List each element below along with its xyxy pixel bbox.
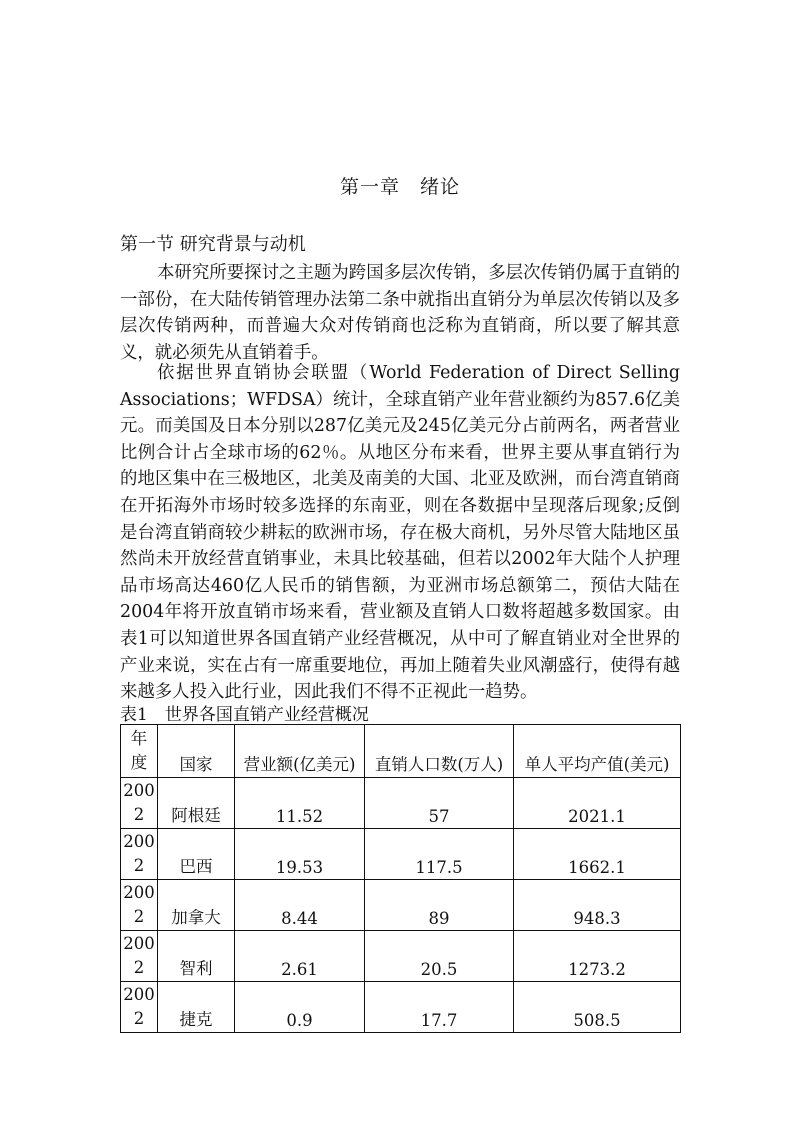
- cell-population: 117.5: [365, 829, 514, 880]
- cell-population: 17.7: [365, 982, 514, 1033]
- cell-country: 巴西: [158, 829, 235, 880]
- header-year-bottom: 度: [130, 753, 148, 772]
- table-header-row: [121, 725, 681, 778]
- header-avg-output: 单人平均产值(美元): [514, 725, 681, 778]
- cell-year-top: 200: [123, 985, 155, 1004]
- header-population: 直销人口数(万人): [365, 725, 514, 778]
- cell-year: [121, 880, 158, 931]
- cell-year: [121, 778, 158, 829]
- cell-year-bottom: 2: [133, 958, 145, 977]
- cell-avg-output: 1662.1: [514, 829, 681, 880]
- header-year-top: 年: [130, 729, 148, 748]
- cell-year-bottom: 2: [133, 856, 145, 875]
- cell-year-top: 200: [123, 934, 155, 953]
- cell-year-top: 200: [123, 781, 155, 800]
- table-row: [121, 829, 681, 880]
- cell-year: [121, 829, 158, 880]
- cell-revenue: 2.61: [235, 931, 365, 982]
- section-title: 第一节 研究背景与动机: [120, 234, 306, 255]
- cell-revenue: 19.53: [235, 829, 365, 880]
- cell-year-bottom: 2: [133, 805, 145, 824]
- cell-country: 智利: [158, 931, 235, 982]
- paragraph-1: 本研究所要探讨之主题为跨国多层次传销，多层次传销仍属于直销的一部份，在大陆传销管理办法第二条中就指出直销分为单层次传销以及多层次传销两种，而普遍大众对传销商也泛称为直销商，所以要了解其意义，就必须先从直销着手。: [120, 263, 680, 363]
- table-caption: 表1 世界各国直销产业经营概况: [120, 705, 369, 725]
- cell-year-top: 200: [123, 832, 155, 851]
- table-row: [121, 931, 681, 982]
- cell-year-top: 200: [123, 883, 155, 902]
- cell-year: [121, 931, 158, 982]
- cell-population: 57: [365, 778, 514, 829]
- table-row: [121, 880, 681, 931]
- header-year: [121, 725, 158, 778]
- cell-revenue: 8.44: [235, 880, 365, 931]
- cell-country: 捷克: [158, 982, 235, 1033]
- cell-revenue: 0.9: [235, 982, 365, 1033]
- cell-avg-output: 948.3: [514, 880, 681, 931]
- cell-avg-output: 2021.1: [514, 778, 681, 829]
- header-revenue: 营业额(亿美元): [235, 725, 365, 778]
- header-country: 国家: [158, 725, 235, 778]
- chapter-title: 第一章 绪论: [339, 176, 460, 198]
- table-row: [121, 982, 681, 1033]
- cell-year-bottom: 2: [133, 907, 145, 926]
- cell-year: [121, 982, 158, 1033]
- cell-population: 89: [365, 880, 514, 931]
- cell-revenue: 11.52: [235, 778, 365, 829]
- cell-country: 加拿大: [158, 880, 235, 931]
- cell-avg-output: 508.5: [514, 982, 681, 1033]
- cell-population: 20.5: [365, 931, 514, 982]
- cell-year-bottom: 2: [133, 1009, 145, 1028]
- direct-selling-table: [120, 724, 681, 1033]
- cell-avg-output: 1273.2: [514, 931, 681, 982]
- cell-country: 阿根廷: [158, 778, 235, 829]
- paragraph-2: 依据世界直销协会联盟（World Federation of Direct Selling Associations；WFDSA）统计，全球直销产业年营业额约为857.6亿美元。而美国及日本分别以287亿美元及245亿美元分占前两名，两者营业比例合计占全球市场的62％。从地区分布来看，世界主要从事直销行为的地区集中在三极地区，北美及南美的大国、北亚及欧洲，而台湾直销商在开拓海外市场时较多选择的东南亚，则在各数据中呈现落后现象;反倒是台湾直销商较少耕耘的欧洲市场，存在极大商机，另外尽管大陆地区虽然尚未开放经营直销事业，未具比较基础，但若以2002年大陆个人护理品市场高达460亿人民币的销售额，为亚洲市场总额第二，预估大陆在2004年将开放直销市场来看，营业额及直销人口数将超越多数国家。由表1可以知道世界各国直销产业经营概况，从中可了解直销业对全世界的产业来说，实在占有一席重要地位，再加上随着失业风潮盛行，使得有越来越多人投入此行业，因此我们不得不正视此一趋势。: [120, 363, 680, 703]
- table-row: [121, 778, 681, 829]
